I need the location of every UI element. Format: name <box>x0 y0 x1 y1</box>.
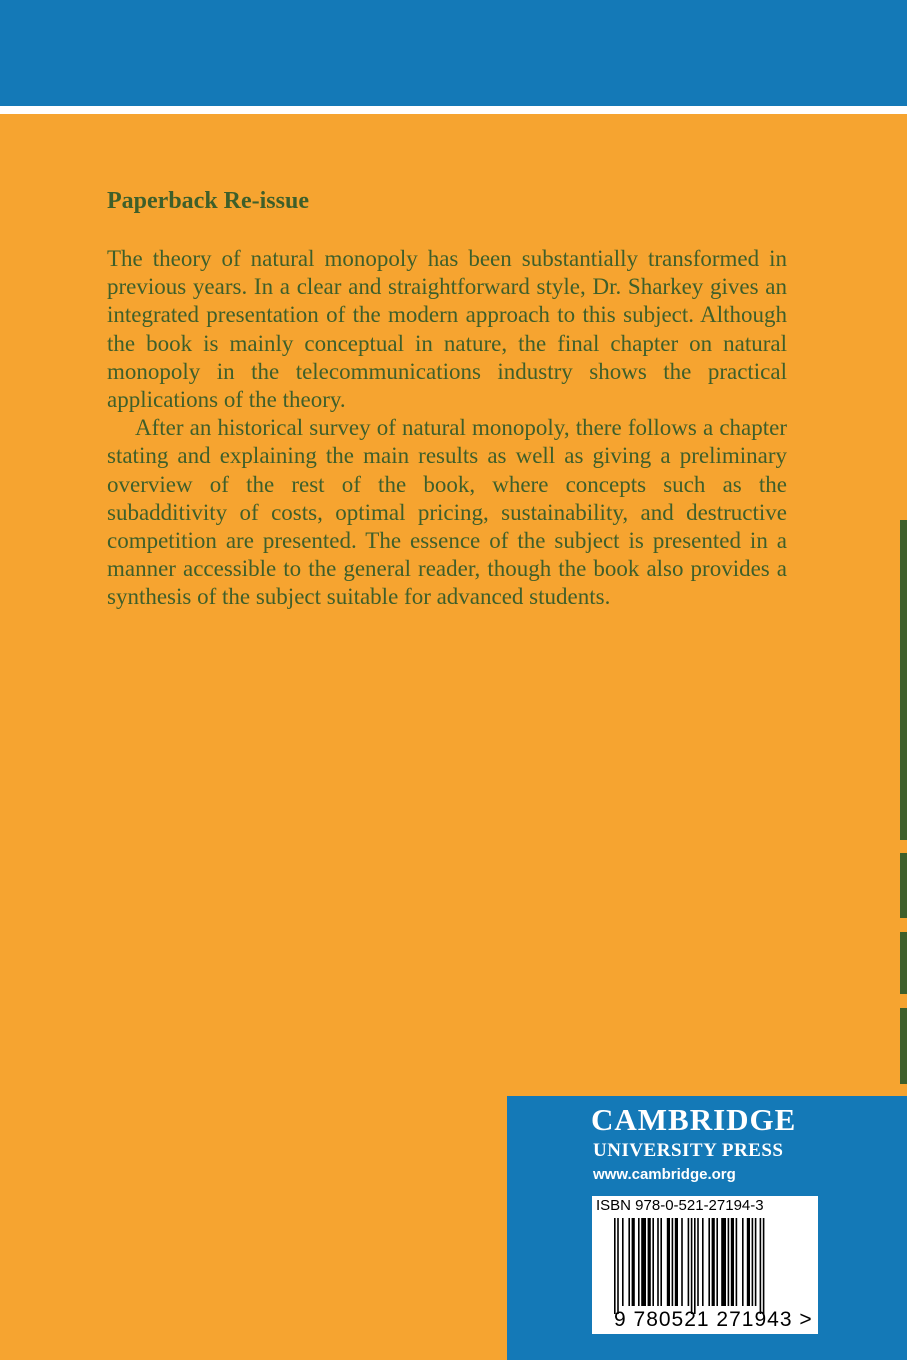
spine-edge-mark <box>900 932 907 994</box>
barcode-bar <box>628 1218 630 1306</box>
barcode-bar <box>752 1218 754 1306</box>
barcode-bar <box>648 1218 651 1306</box>
barcode-bar <box>763 1218 765 1314</box>
barcode-bar <box>721 1218 726 1306</box>
barcode-bar <box>760 1218 762 1314</box>
barcode-bar <box>731 1218 734 1306</box>
spine-edge-mark <box>900 1008 907 1084</box>
barcode-bar <box>712 1218 715 1306</box>
cover-heading: Paperback Re-issue <box>107 188 309 214</box>
publisher-block <box>507 1096 907 1360</box>
barcode-box <box>592 1196 818 1334</box>
barcode-bar <box>688 1218 690 1306</box>
isbn-label: ISBN 978-0-521-27194-3 <box>596 1197 764 1214</box>
barcode-bar <box>675 1218 678 1306</box>
barcode-bar <box>617 1218 619 1314</box>
barcode-bar <box>672 1218 674 1306</box>
barcode-bar <box>652 1218 654 1306</box>
barcode-bar <box>755 1218 757 1306</box>
blurb-paragraph-1: The theory of natural monopoly has been substantially transformed in previous years. In a clear and straightforward style, Dr. Sharkey gives an integrated presentation of the modern approach to this subject. Although the book is mainly conceptual in nature, the final chapter on natural monopoly in the telecommunications industry shows the practical applications of the theory. <box>107 246 787 413</box>
cover-blurb <box>107 245 787 612</box>
barcode-bar <box>657 1218 659 1306</box>
barcode-bar <box>681 1218 683 1306</box>
barcode-bar <box>728 1218 730 1306</box>
barcode-bar <box>638 1218 640 1306</box>
barcode-bar <box>614 1218 616 1314</box>
barcode-bar <box>622 1218 624 1306</box>
barcode-bar <box>736 1218 738 1306</box>
barcode-bar <box>702 1218 704 1306</box>
spine-edge-mark <box>900 853 907 918</box>
barcode-bar <box>747 1218 750 1306</box>
barcode-digits: 9 780521 271943 > <box>614 1308 813 1331</box>
barcode-bar <box>691 1218 693 1314</box>
top-divider-rule <box>0 106 907 114</box>
barcode-bar <box>697 1218 699 1306</box>
publisher-subname: UNIVERSITY PRESS <box>593 1140 784 1161</box>
barcode-bar <box>708 1218 710 1306</box>
blurb-paragraph-2: After an historical survey of natural monopoly, there follows a chapter stating and explaining the main results as well as giving a preliminary overview of the rest of the book, where concepts such as the subadditivity of costs, optimal pricing, sustainability, and destructive competition are presented. The essence of the subject is presented in a manner accessible to the general reader, though the book also provides a synthesis of the subject suitable for advanced students. <box>107 415 787 610</box>
barcode-bar <box>660 1218 662 1306</box>
top-color-band <box>0 0 907 106</box>
barcode-bar <box>667 1218 670 1306</box>
barcode-bar <box>694 1218 696 1314</box>
publisher-url: www.cambridge.org <box>593 1166 736 1183</box>
spine-edge-mark <box>900 520 907 840</box>
barcode-bar <box>641 1218 646 1306</box>
barcode-bar <box>632 1218 635 1306</box>
barcode-bar <box>742 1218 744 1306</box>
publisher-name: CAMBRIDGE <box>591 1102 797 1137</box>
barcode-bar <box>716 1218 718 1306</box>
